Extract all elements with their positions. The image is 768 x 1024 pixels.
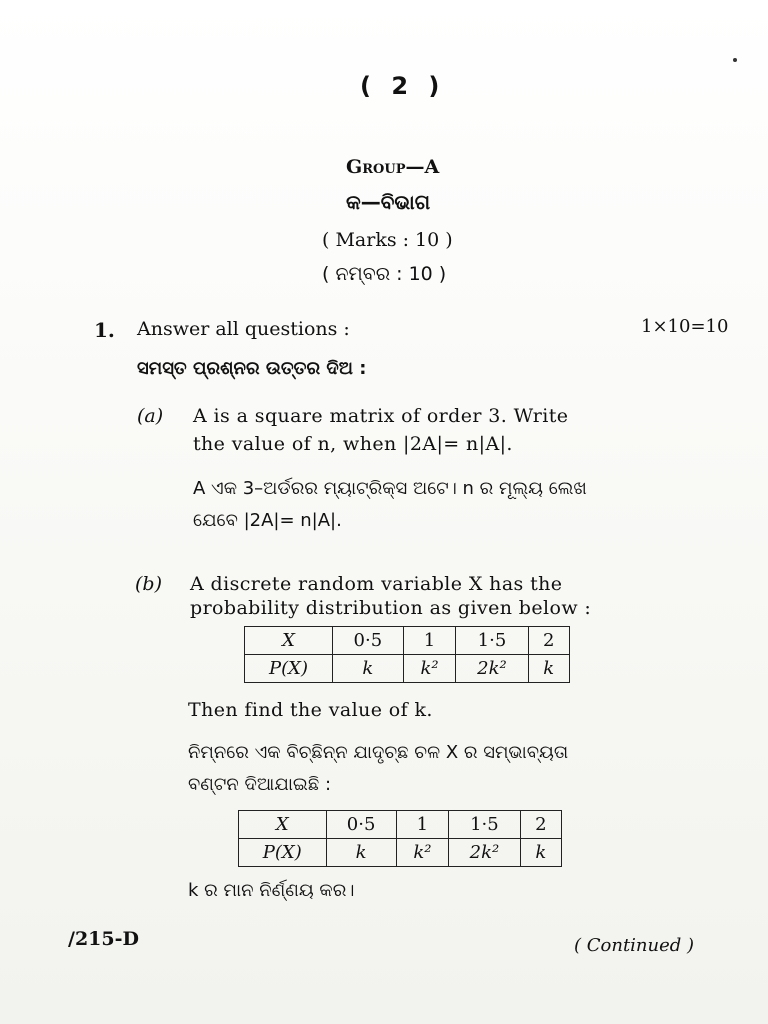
part-b-find: Then find the value of k. (188, 699, 433, 721)
table-cell: 0·5 (326, 811, 396, 839)
table-cell: k² (396, 839, 448, 867)
table-cell: k (333, 655, 404, 683)
part-b-label: (b) (135, 573, 162, 595)
table-cell: 0·5 (333, 627, 404, 655)
part-b-line-1: A discrete random variable X has the (190, 573, 563, 595)
group-marks: ( Marks : 10 ) (322, 229, 453, 251)
paper-code: /215-D (68, 928, 139, 950)
question-instruction-odia: ସମସ୍ତ ପ୍ରଶ୍ନର ଉତ୍ତର ଦିଅ : (137, 358, 367, 379)
question-number: 1. (94, 318, 115, 342)
table-cell: 1·5 (456, 627, 528, 655)
table-cell: 1·5 (449, 811, 521, 839)
table-cell: k (326, 839, 396, 867)
part-a-odia-line-1: A ଏକ 3–ଅର୍ଡରର ମ୍ୟାଟ୍ରିକ୍ସ ଅଟେ। n ର ମୂଲ୍ୟ ଲେଖ (193, 478, 587, 499)
distribution-table-odia (238, 810, 562, 867)
table-row-px (245, 655, 570, 683)
part-a-line-1: A is a square matrix of order 3. Write (193, 405, 569, 427)
table-cell: P(X) (245, 655, 333, 683)
table-cell: X (245, 627, 333, 655)
ink-speck (733, 58, 737, 62)
part-b-odia-line-2: ବଣ୍ଟନ ଦିଆଯାଇଛି : (188, 774, 332, 795)
table-cell: X (239, 811, 327, 839)
part-a-label: (a) (137, 405, 164, 427)
table-cell: 2 (528, 627, 569, 655)
table-row-x (245, 627, 570, 655)
distribution-table (244, 626, 570, 683)
table-cell: k (520, 839, 561, 867)
table-cell: 2 (520, 811, 561, 839)
continued-note: ( Continued ) (574, 935, 695, 956)
part-a-line-2: the value of n, when |2A|= n|A|. (193, 433, 513, 455)
group-marks-odia: ( ନମ୍ବର : 10 ) (322, 263, 447, 285)
table-cell: P(X) (239, 839, 327, 867)
group-title-odia: କ—ବିଭାଗ (346, 190, 431, 214)
part-b-line-2: probability distribution as given below : (190, 597, 592, 619)
table-cell: 1 (396, 811, 448, 839)
table-cell: k² (403, 655, 456, 683)
table-row-px (239, 839, 562, 867)
question-instruction: Answer all questions : (137, 318, 350, 340)
table-row-x (239, 811, 562, 839)
part-b-odia-line-1: ନିମ୍ନରେ ଏକ ବିଚ୍ଛିନ୍ନ ଯାଦୃଚ୍ଛ ଚଳ X ର ସମ୍ଭାବ୍ୟତା (188, 742, 569, 763)
table-cell: 2k² (456, 655, 528, 683)
group-title: Group—A (346, 156, 440, 178)
table-cell: k (528, 655, 569, 683)
part-b-odia-find: k ର ମାନ ନିର୍ଣ୍ଣୟ କର। (188, 880, 355, 901)
question-marks: 1×10=10 (641, 316, 729, 337)
table-cell: 1 (403, 627, 456, 655)
table-cell: 2k² (449, 839, 521, 867)
part-a-odia-line-2: ଯେବେ |2A|= n|A|. (193, 510, 342, 531)
page-number: ( 2 ) (360, 72, 446, 100)
